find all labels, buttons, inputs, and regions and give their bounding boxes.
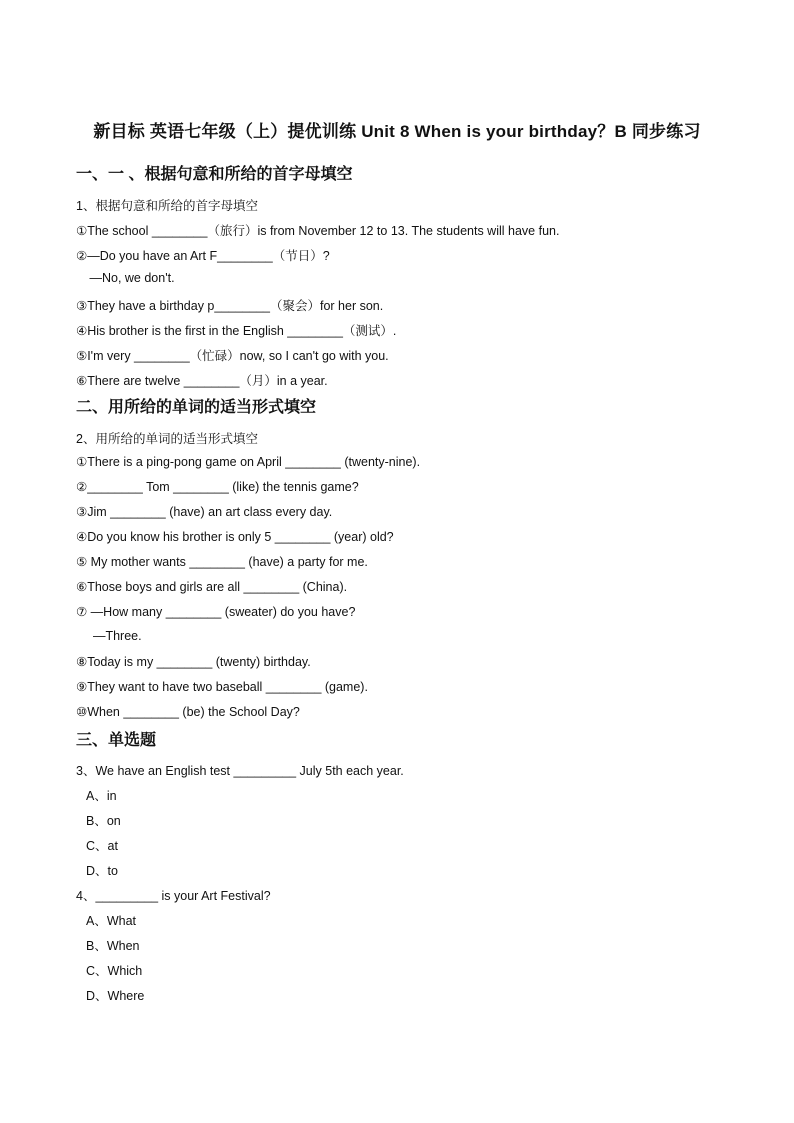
question-item: ⑥There are twelve ________（月）in a year. xyxy=(76,374,328,388)
question-item: ⑥Those boys and girls are all ________ (China). xyxy=(76,580,348,594)
question-item: ④His brother is the first in the English ________（测试）. xyxy=(76,324,397,338)
question-stem: 3、We have an English test _________ July 5th each year. xyxy=(76,764,404,778)
section-heading-1: 一、一 、根据句意和所给的首字母填空 xyxy=(76,166,353,183)
question-item: ⑤I'm very ________（忙碌）now, so I can't go with you. xyxy=(76,349,389,363)
answer-option: D、to xyxy=(86,864,118,878)
question-item: ①The school ________（旅行）is from November 12 to 13. The students will have fun. xyxy=(76,224,560,238)
section-heading-3: 三、单选题 xyxy=(76,732,157,749)
question-item: ①There is a ping-pong game on April ________ (twenty-nine). xyxy=(76,455,421,469)
answer-option: C、at xyxy=(86,839,118,853)
question-item: ⑧Today is my ________ (twenty) birthday. xyxy=(76,655,311,669)
answer-option: A、What xyxy=(86,914,137,928)
answer-option: B、When xyxy=(86,939,140,953)
question-item: ②—Do you have an Art F________（节日）? xyxy=(76,249,330,263)
question-item: ⑨They want to have two baseball ________ (game). xyxy=(76,680,368,694)
question-item: ⑦ —How many ________ (sweater) do you have? xyxy=(76,605,356,619)
question-instruction: 2、用所给的单词的适当形式填空 xyxy=(76,432,258,446)
question-item: ③Jim ________ (have) an art class every day. xyxy=(76,505,333,519)
question-item: ⑩When ________ (be) the School Day? xyxy=(76,705,300,719)
answer-option: A、in xyxy=(86,789,117,803)
question-item: —No, we don't. xyxy=(86,271,175,285)
question-item: —Three. xyxy=(86,629,142,643)
answer-option: D、Where xyxy=(86,989,145,1003)
question-item: ③They have a birthday p________（聚会）for her son. xyxy=(76,299,384,313)
question-stem: 4、_________ is your Art Festival? xyxy=(76,889,271,903)
question-item: ④Do you know his brother is only 5 ________ (year) old? xyxy=(76,530,394,544)
answer-option: B、on xyxy=(86,814,121,828)
question-instruction: 1、根据句意和所给的首字母填空 xyxy=(76,199,258,213)
answer-option: C、Which xyxy=(86,964,143,978)
question-item: ⑤ My mother wants ________ (have) a party for me. xyxy=(76,555,368,569)
page-title: 新目标 英语七年级（上）提优训练 Unit 8 When is your birthday？B 同步练习 xyxy=(93,122,701,141)
section-heading-2: 二、用所给的单词的适当形式填空 xyxy=(76,399,317,416)
question-item: ②________ Tom ________ (like) the tennis game? xyxy=(76,480,359,494)
